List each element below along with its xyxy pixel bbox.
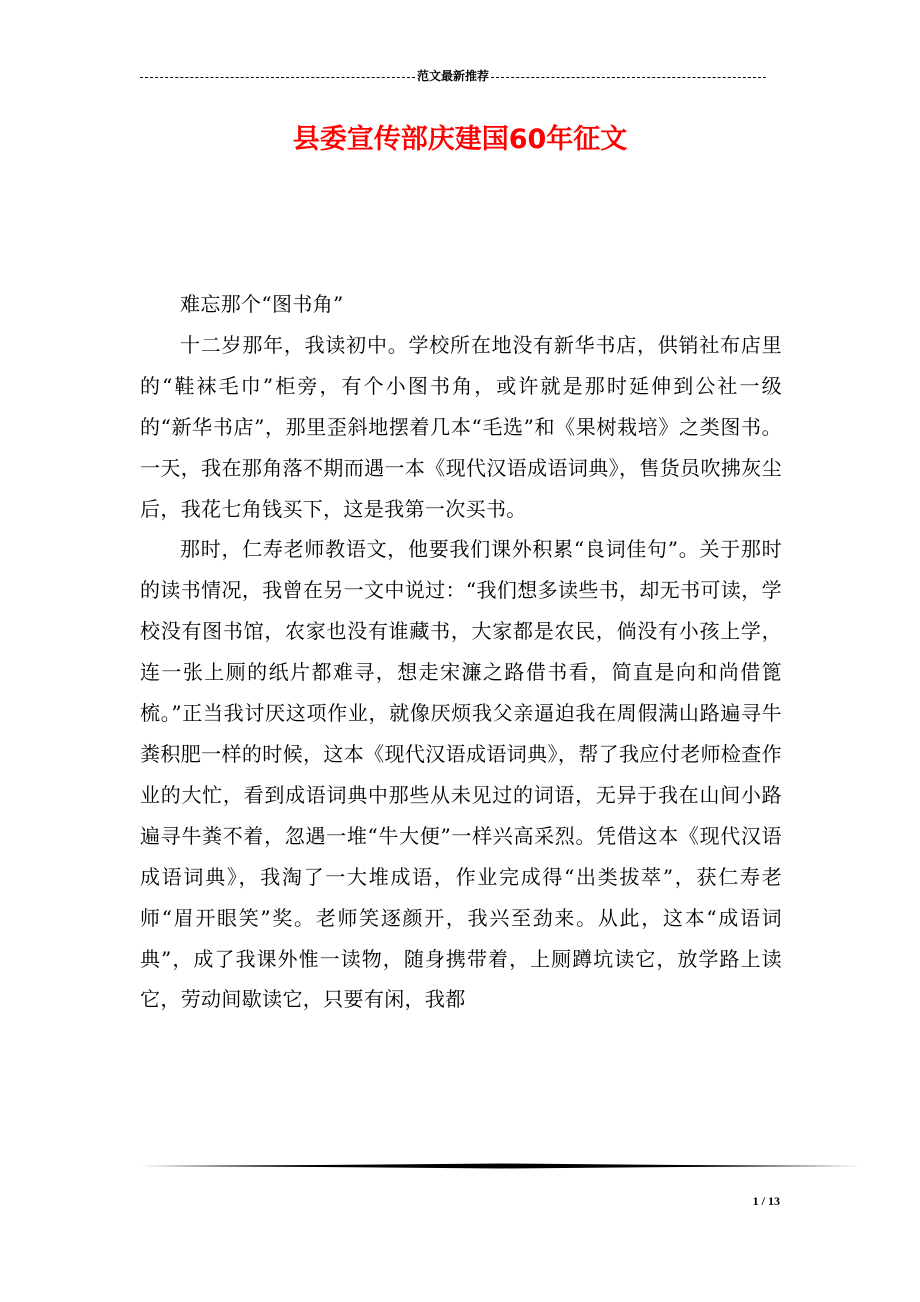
document-title: 县委宣传部庆建国60年征文 — [292, 124, 628, 155]
header-label: 范文最新推荐 — [417, 69, 490, 83]
document-body — [140, 284, 782, 1020]
paragraph-subtitle: 难忘那个“图书角” — [180, 292, 344, 316]
page-header — [140, 68, 766, 84]
page-number: 1 / 13 — [752, 1194, 780, 1208]
header-dash-right — [491, 77, 766, 78]
footer-rule — [140, 1163, 862, 1169]
paragraph: 十二岁那年，我读初中。学校所在地没有新华书店，供销社布店里的“鞋袜毛巾”柜旁，有个小图书角，或许就是那时延伸到公社一级的“新华书店”，那里歪斜地摆着几本“毛选”和《果树栽培》之类图书。一天，我在那角落不期而遇一本《现代汉语成语词典》，售货员吹拂灰尘后，我花七角钱买下，这是我第一次买书。 — [140, 332, 782, 521]
header-dash-left — [140, 77, 415, 78]
paragraph: 那时，仁寿老师教语文，他要我们课外积累“良词佳句”。关于那时的读书情况，我曾在另一文中说过：“我们想多读些书，却无书可读，学校没有图书馆，农家也没有谁藏书，大家都是农民，倘没有小孩上学，连一张上厕的纸片都难寻，想走宋濂之路借书看，简直是向和尚借篦梳。”正当我讨厌这项作业，就像厌烦我父亲逼迫我在周假满山路遍寻牛粪积肥一样的时候，这本《现代汉语成语词典》，帮了我应付老师检查作业的大忙，看到成语词典中那些从未见过的词语，无异于我在山间小路遍寻牛粪不着，忽遇一堆“牛大便”一样兴高采烈。凭借这本《现代汉语成语词典》，我淘了一大堆成语，作业完成得“出类拔萃”，获仁寿老师“眉开眼笑”奖。老师笑逐颜开，我兴至劲来。从此，这本“成语词典”，成了我课外惟一读物，随身携带着，上厕蹲坑读它，放学路上读它，劳动间歇读它，只要有闲，我都 — [140, 537, 782, 1012]
